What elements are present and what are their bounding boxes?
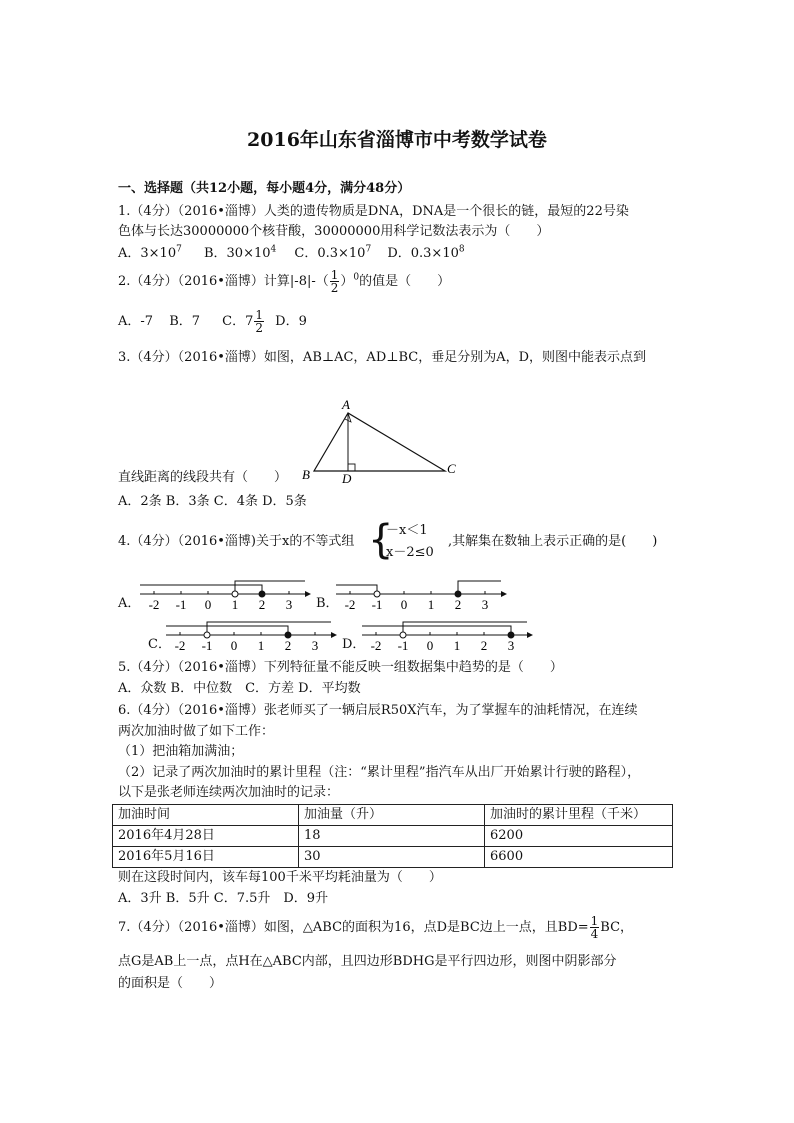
q4-inequality-1: －x＜1 — [386, 523, 428, 538]
number-line-tick-label: 0 — [204, 597, 212, 612]
table-cell: 2016年4月28日 — [113, 826, 299, 847]
q7-stem-line3: 的面积是（ ） — [118, 976, 223, 991]
q6-stem-line2: 两次加油时做了如下工作： — [118, 724, 275, 739]
number-line-solution-ray — [166, 626, 288, 635]
q4-inequality-2: x－2≤0 — [386, 545, 434, 560]
q5-stem: 5.（4分）（2016•淄博）下列特征量不能反映一组数据集中趋势的是（ ） — [118, 660, 563, 675]
number-line-tick-label: -1 — [201, 638, 213, 653]
number-line-tick-label: -2 — [370, 638, 382, 653]
q4-stem-tail: ,其解集在数轴上表示正确的是( ) — [448, 534, 658, 549]
number-line-solution-ray — [207, 622, 331, 635]
number-line-solution-ray — [140, 585, 262, 594]
table-cell: 6600 — [485, 847, 673, 868]
number-line-tick-label: -1 — [175, 597, 187, 612]
number-line-solution-ray — [336, 585, 377, 594]
number-line-tick-label: 0 — [426, 638, 434, 653]
number-line-tick-label: 0 — [230, 638, 238, 653]
q1-stem-line2: 色体与长达30000000个核苷酸，30000000用科学记数法表示为（ ） — [118, 224, 550, 239]
q5-options: A．众数 B．中位数 C．方差 D．平均数 — [118, 681, 361, 696]
q2-fraction: $\frac{1}{2}$ — [330, 268, 339, 295]
q3-triangle-figure — [290, 395, 470, 485]
q7-fraction: $\frac{1}{4}$ — [590, 914, 599, 941]
q6-step-2: （2）记录了两次加油时的累计里程（注：“累计里程”指汽车从出厂开始累计行驶的路程）， — [118, 765, 641, 780]
number-line-solution-ray — [235, 581, 305, 594]
table-row — [113, 847, 673, 868]
number-line-solution-ray — [458, 581, 501, 594]
table-cell: 30 — [299, 847, 485, 868]
table-row — [113, 826, 673, 847]
number-line-tick-label: -1 — [397, 638, 409, 653]
number-line-tick-label: 3 — [507, 638, 515, 653]
number-line-tick-label: -1 — [371, 597, 383, 612]
number-line-tick-label: 3 — [285, 597, 293, 612]
q4-number-line-a — [140, 576, 310, 616]
q6-question: 则在这段时间内，该车每100千米平均耗油量为（ ） — [118, 870, 442, 885]
q3-label-c: C — [447, 461, 456, 476]
q4-number-line-b — [336, 576, 506, 616]
q4-option-d-label: D． — [342, 637, 366, 652]
q1-option-b: B．$30\times 10^4$ — [203, 244, 277, 261]
q3-label-a: A — [342, 397, 350, 412]
q1-option-a: A．$3\times 10^7$ — [118, 244, 182, 261]
table-cell: 6200 — [485, 826, 673, 847]
q4-option-a-label: A． — [118, 596, 141, 611]
number-line-solution-ray — [362, 626, 511, 635]
q2-option-c-fraction: $\frac{1}{2}$ — [255, 308, 264, 335]
number-line-arrow — [527, 632, 533, 638]
number-line-tick-label: 3 — [311, 638, 319, 653]
q3-label-b: B — [302, 467, 310, 482]
q3-stem-line2: 直线距离的线段共有（ ） — [118, 470, 288, 485]
number-line-tick-label: 1 — [257, 638, 265, 653]
open-point — [232, 591, 238, 597]
number-line-arrow — [305, 591, 311, 597]
closed-point — [259, 591, 265, 597]
table-header-row — [113, 805, 673, 826]
number-line-tick-label: 0 — [400, 597, 408, 612]
table-header-cell: 加油时间 — [113, 805, 299, 826]
q3-label-d: D — [342, 471, 352, 486]
number-line-tick-label: 1 — [427, 597, 435, 612]
q2-stem: 2.（4分）（2016•淄博）计算|-8|-（ $\frac{1}{2}$ ）$^0$的值是（ ） — [118, 268, 451, 295]
open-point — [204, 632, 210, 638]
number-line-tick-label: 2 — [284, 638, 292, 653]
table-header-cell: 加油时的累计里程（千米） — [485, 805, 673, 826]
number-line-tick-label: -2 — [148, 597, 160, 612]
number-line-tick-label: 3 — [481, 597, 489, 612]
q4-option-b-label: B． — [316, 596, 339, 611]
q3-options: A．2条 B．3条 C．4条 D．5条 — [118, 494, 307, 509]
q7-stem-line2: 点G是AB上一点，点H在△ABC内部，且四边形BDHG是平行四边形，则图中阴影部分 — [118, 954, 617, 969]
number-line-tick-label: -2 — [344, 597, 356, 612]
q1-stem-line1: 1.（4分）（2016•淄博）人类的遗传物质是DNA，DNA是一个很长的链，最短的22号染 — [118, 204, 629, 219]
q4-stem: 4.（4分）（2016•淄博)关于x的不等式组 — [118, 534, 355, 549]
number-line-tick-label: 2 — [454, 597, 462, 612]
open-point — [374, 591, 380, 597]
table-cell: 2016年5月16日 — [113, 847, 299, 868]
closed-point — [285, 632, 291, 638]
q1-option-d: D．$0.3\times 10^8$ — [387, 244, 465, 261]
q4-number-line-d — [362, 617, 532, 657]
open-point — [400, 632, 406, 638]
q6-stem-line1: 6.（4分）（2016•淄博）张老师买了一辆启辰R50X汽车，为了掌握车的油耗情况，在连续 — [118, 703, 638, 718]
q4-number-line-c — [166, 617, 336, 657]
number-line-tick-label: 1 — [453, 638, 461, 653]
q4-option-c-label: C． — [148, 637, 171, 652]
number-line-arrow — [501, 591, 507, 597]
page-title: 2016年山东省淄博市中考数学试卷 — [247, 129, 547, 151]
q2-options: A．-7 B．7 C．7 $\frac{1}{2}$ D．9 — [118, 308, 307, 335]
number-line-tick-label: 2 — [480, 638, 488, 653]
table-header-cell: 加油量（升） — [299, 805, 485, 826]
closed-point — [455, 591, 461, 597]
table-cell: 18 — [299, 826, 485, 847]
q6-step-1: （1）把油箱加满油； — [118, 744, 244, 759]
q6-fuel-table — [112, 804, 673, 868]
q7-stem-line1: 7.（4分）（2016•淄博）如图，△ABC的面积为16，点D是BC边上一点，且BD= $\frac{1}{4}$ BC， — [118, 914, 634, 941]
q6-options: A．3升 B．5升 C．7.5升 D．9升 — [118, 891, 329, 906]
section-heading: 一、选择题（共12小题，每小题4分，满分48分） — [118, 181, 411, 196]
closed-point — [508, 632, 514, 638]
number-line-arrow — [331, 632, 337, 638]
number-line-tick-label: 2 — [258, 597, 266, 612]
q1-options — [118, 246, 465, 262]
q4-brace: { — [368, 517, 394, 563]
q6-stem-line5: 以下是张老师连续两次加油时的记录： — [118, 785, 340, 800]
q1-option-c: C．$0.3\times 10^7$ — [294, 244, 372, 261]
number-line-tick-label: 1 — [231, 597, 239, 612]
number-line-tick-label: -2 — [174, 638, 186, 653]
q3-stem-line1: 3.（4分）（2016•淄博）如图，AB⊥AC，AD⊥BC，垂足分别为A，D，则图中能表示点到 — [118, 350, 647, 365]
